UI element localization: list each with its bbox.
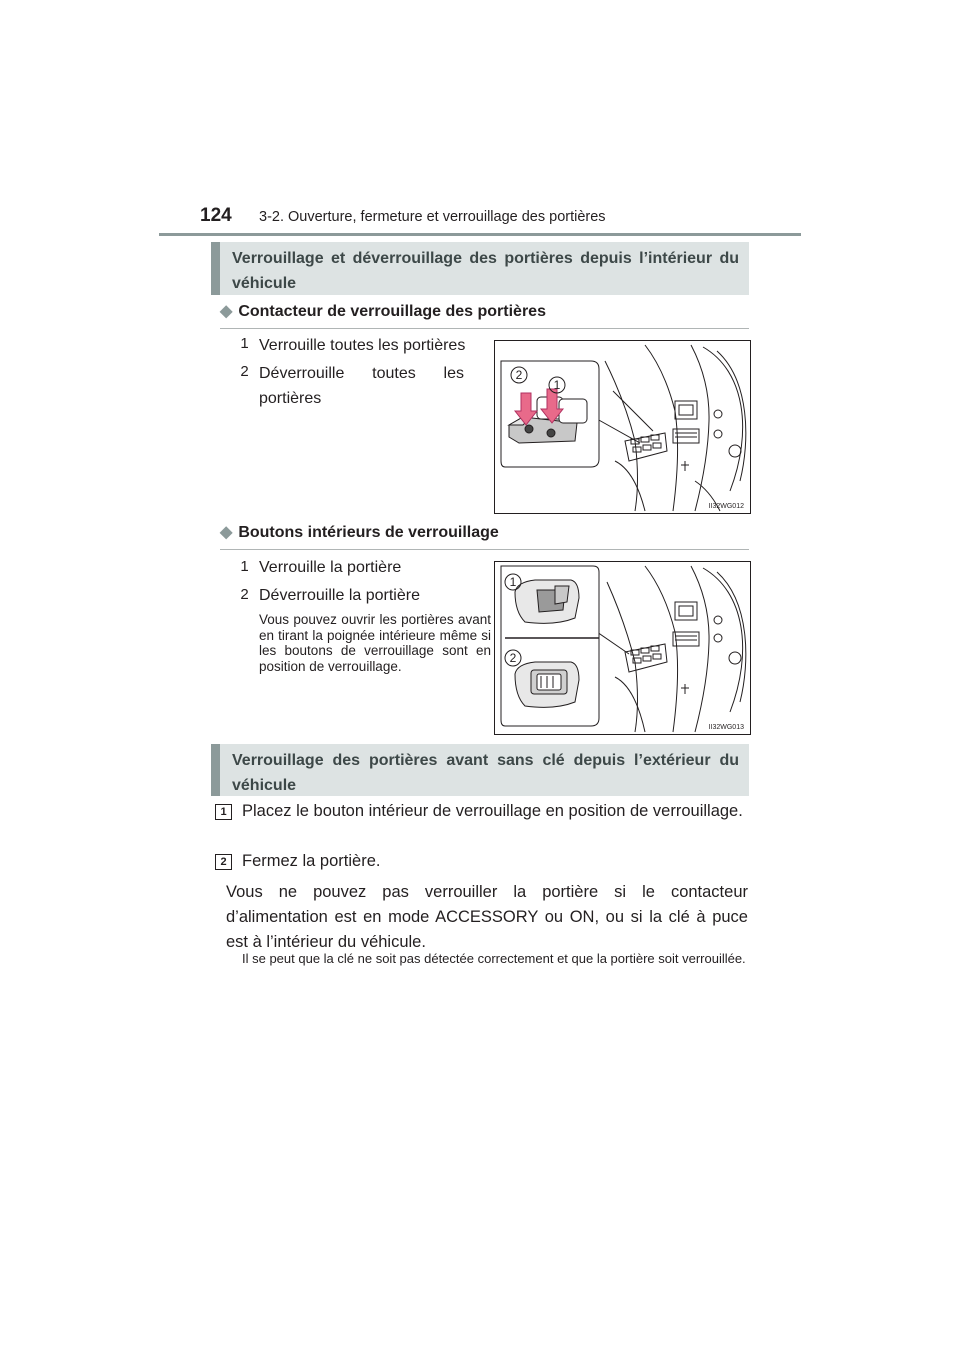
item-number: 1 xyxy=(240,558,249,575)
subheading-door-lock-switch xyxy=(220,302,749,329)
section-heading-interior-locking: Verrouillage et déverrouillage des portières depuis l’intérieur du véhicule xyxy=(211,242,749,295)
list-item: Déverrouille toutes les portières xyxy=(259,365,464,407)
item-number: 2 xyxy=(240,363,249,380)
figure-code: II32WG013 xyxy=(708,724,744,731)
item-number: 2 xyxy=(240,586,249,603)
page-number: 124 xyxy=(200,205,232,226)
door-lock-switch-illustration xyxy=(494,340,751,514)
step-text: Placez le bouton intérieur de verrouillage en position de verrouillage. xyxy=(242,802,743,820)
step-number: 1 xyxy=(215,804,232,820)
note-text: Vous pouvez ouvrir les portières avant en tirant la poignée intérieure même si les boutons de verrouillage sont en position de verrouillage. xyxy=(259,612,491,674)
callout-label: 1 xyxy=(509,575,517,589)
diamond-bullet-icon: ◆ xyxy=(220,303,233,320)
list-item: Déverrouille la portière xyxy=(259,587,420,604)
header-title: 3-2. Ouverture, fermeture et verrouillage des portières xyxy=(259,209,606,225)
callout-label: 2 xyxy=(509,651,517,665)
subheading-text: Contacteur de verrouillage des portières xyxy=(238,303,546,320)
step-number: 2 xyxy=(215,854,232,870)
section-heading-keyless-locking: Verrouillage des portières avant sans clé depuis l’extérieur du véhicule xyxy=(211,744,749,796)
figure-code: II32WG012 xyxy=(708,503,744,510)
list-item: Verrouille toutes les portières xyxy=(259,337,466,354)
callout-label: 2 xyxy=(515,368,523,382)
diamond-bullet-icon: ◆ xyxy=(220,524,233,541)
door-panel-drawing xyxy=(495,341,750,513)
list-item: Verrouille la portière xyxy=(259,559,402,576)
header-divider xyxy=(159,233,801,236)
subheading-text: Boutons intérieurs de verrouillage xyxy=(238,524,499,541)
callout-label: 1 xyxy=(553,378,561,392)
body-paragraph: Vous ne pouvez pas verrouiller la portière si le contacteur d’alimentation est en mode ACCESSORY ou ON, ou si la clé à puce est à l’intérieur du véhicule. xyxy=(226,883,748,951)
item-number: 1 xyxy=(240,335,249,352)
subheading-interior-lock-buttons xyxy=(220,523,749,550)
interior-lock-button-illustration xyxy=(494,561,751,735)
step-text: Fermez la portière. xyxy=(242,852,381,870)
note-text: Il se peut que la clé ne soit pas détectée correctement et que la portière soit verrouillée. xyxy=(242,951,746,966)
door-panel-drawing xyxy=(495,562,750,734)
